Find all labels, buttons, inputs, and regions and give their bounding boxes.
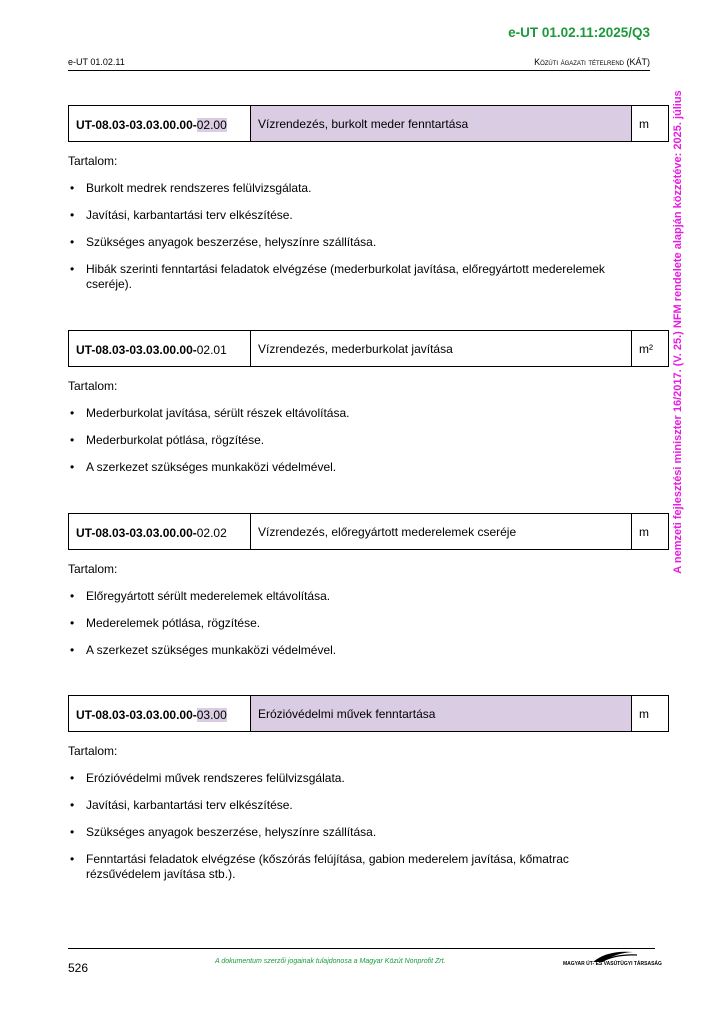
- item-bullets-2: [68, 406, 628, 487]
- side-publication-note: A nemzeti fejlesztési miniszter 16/2017. (V. 25.) NFM rendelete alapján közzétéve: 2025. július: [672, 90, 684, 574]
- copyright-notice: A dokumentum szerzői jogainak tulajdonosa a Magyar Közút Nonprofit Zrt.: [215, 958, 446, 965]
- list-item: • Szükséges anyagok beszerzése, helyszínre szállítása.: [68, 235, 628, 250]
- item-table-1: [68, 105, 669, 142]
- item-code: [69, 696, 251, 732]
- header-rule: [68, 70, 650, 71]
- list-item: • Fenntartási feladatok elvégzése (kőszórás felújítása, gabion mederelem javítása, kőmatrac rézsűvédelem javítása stb.).: [68, 852, 628, 882]
- item-bullets-4: [68, 771, 628, 894]
- list-item: • Mederburkolat javítása, sérült részek eltávolítása.: [68, 406, 628, 421]
- page-number: 526: [68, 961, 89, 975]
- list-item: • Burkolt medrek rendszeres felülvizsgálata.: [68, 181, 628, 196]
- item-unit: m: [632, 106, 669, 142]
- list-item: • A szerkezet szükséges munkaközi védelmével.: [68, 643, 628, 658]
- item-code: [69, 331, 251, 367]
- item-bullets-3: [68, 589, 628, 670]
- list-item: • Mederelemek pótlása, rögzítése.: [68, 616, 628, 631]
- logo-text: MAGYAR ÚT- ÉS VASÚTÜGYI TÁRSASÁG: [563, 961, 662, 967]
- item-code-prefix: UT-08.03-03.03.00.00-: [76, 343, 197, 357]
- item-unit: m: [632, 514, 669, 550]
- item-unit: m²: [632, 331, 669, 367]
- content-label: Tartalom:: [68, 744, 118, 758]
- item-code-suffix: 02.02: [196, 526, 227, 540]
- item-code-suffix: 03.00: [196, 708, 227, 722]
- item-table-3: [68, 513, 669, 550]
- item-title: Vízrendezés, előregyártott mederelemek cseréje: [251, 514, 632, 550]
- list-item: • Erózióvédelmi művek rendszeres felülvizsgálata.: [68, 771, 628, 786]
- list-item: • Javítási, karbantartási terv elkészítése.: [68, 208, 628, 223]
- list-item: • Javítási, karbantartási terv elkészítése.: [68, 798, 628, 813]
- header-left: e-UT 01.02.11: [68, 57, 125, 67]
- item-code-suffix: 02.00: [196, 118, 227, 132]
- list-item: • A szerkezet szükséges munkaközi védelmével.: [68, 460, 628, 475]
- item-bullets-1: [68, 181, 628, 304]
- item-code-suffix: 02.01: [196, 343, 227, 357]
- content-label: Tartalom:: [68, 562, 118, 576]
- content-label: Tartalom:: [68, 154, 118, 168]
- item-code-prefix: UT-08.03-03.03.00.00-: [76, 708, 197, 722]
- item-code: [69, 514, 251, 550]
- document-code: e-UT 01.02.11:2025/Q3: [508, 25, 650, 40]
- item-code-prefix: UT-08.03-03.03.00.00-: [76, 118, 197, 132]
- item-table-2: [68, 330, 669, 367]
- item-title: Vízrendezés, burkolt meder fenntartása: [251, 106, 632, 142]
- item-table-4: [68, 695, 669, 732]
- list-item: • Mederburkolat pótlása, rögzítése.: [68, 433, 628, 448]
- header-right: Közúti ágazati tételrend (KÁT): [534, 57, 650, 67]
- list-item: • Előregyártott sérült mederelemek eltávolítása.: [68, 589, 628, 604]
- item-code: [69, 106, 251, 142]
- content-label: Tartalom:: [68, 379, 118, 393]
- item-code-prefix: UT-08.03-03.03.00.00-: [76, 526, 197, 540]
- list-item: • Szükséges anyagok beszerzése, helyszínre szállítása.: [68, 825, 628, 840]
- item-title: Erózióvédelmi művek fenntartása: [251, 696, 632, 732]
- company-logo: [563, 949, 661, 973]
- item-unit: m: [632, 696, 669, 732]
- list-item: • Hibák szerinti fenntartási feladatok elvégzése (mederburkolat javítása, előregyártott mederelemek cseréje).: [68, 262, 628, 292]
- item-title: Vízrendezés, mederburkolat javítása: [251, 331, 632, 367]
